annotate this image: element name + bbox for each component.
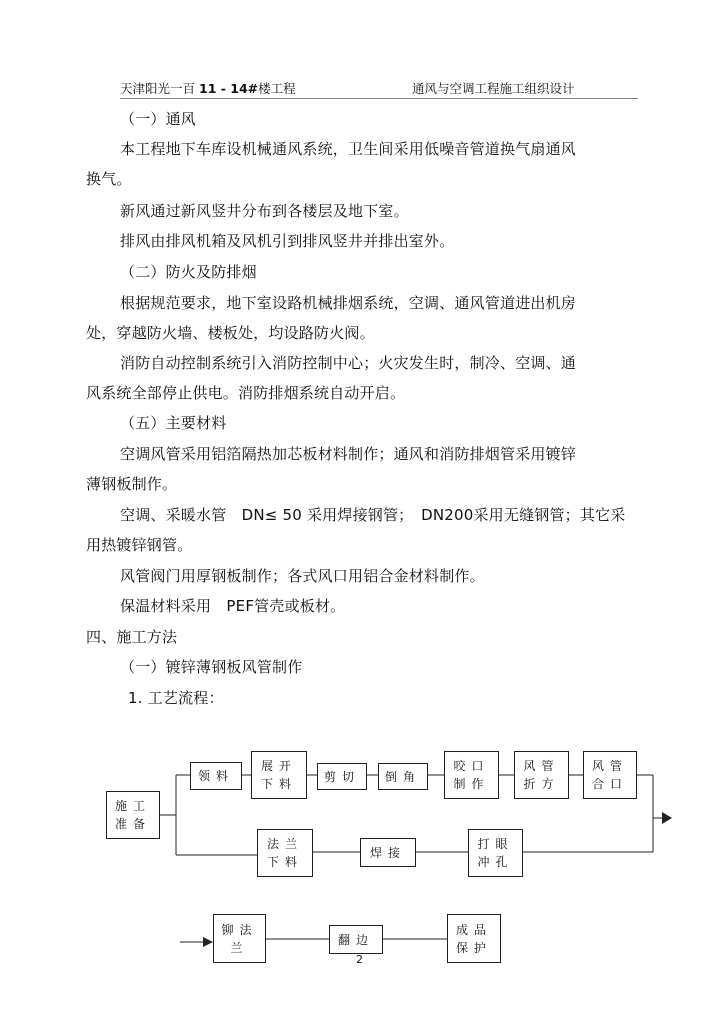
paragraph-line: 根据规范要求，地下室设路机械排烟系统，空调、通风管道进出机房 (120, 294, 577, 312)
header-project: 天津阳光一百 11 - 14#楼工程 (120, 81, 296, 96)
input-arrowhead (203, 937, 213, 947)
paragraph-line: 薄钢板制作。 (86, 475, 178, 493)
flow-box-shear: 剪切 (317, 763, 367, 790)
flow-box-rivet-flange: 铆法 兰 (213, 914, 266, 963)
paragraph-line: 风管阀门用厚钢板制作；各式风口用铝合金材料制作。 (120, 567, 485, 585)
paragraph-line: 空调、采暖水管 DN≤ 50 采用焊接钢管； DN200采用无缝钢管；其它采 (120, 506, 626, 524)
flow-box-flange-cut: 法兰 下料 (257, 829, 313, 877)
paragraph-line: 排风由排风机箱及风机引到排风竖井并排出室外。 (120, 232, 455, 250)
section-heading-duct-fabrication: （一）镀锌薄钢板风管制作 (120, 658, 303, 676)
paragraph-line: 空调风管采用铝箔隔热加芯板材料制作；通风和消防排烟管采用镀锌 (120, 445, 577, 463)
header-doc-title: 通风与空调工程施工组织设计 (412, 81, 575, 96)
flow-box-fold: 风管 折方 (514, 751, 569, 799)
flow-box-unfold-cut: 展开 下料 (251, 751, 307, 799)
paragraph-line: 消防自动控制系统引入消防控制中心；火灾发生时，制冷、空调、通 (120, 354, 577, 372)
flow-box-punch: 打眼 冲孔 (468, 829, 523, 877)
paragraph-line: 保温材料采用 PEF管壳或板材。 (120, 597, 346, 615)
paragraph-line: 处，穿越防火墙、楼板处，均设路防火阀。 (86, 324, 375, 342)
section-heading-materials: （五）主要材料 (120, 414, 227, 432)
flow-box-material-pickup: 领料 (190, 762, 242, 790)
paragraph-line: 换气。 (86, 170, 132, 188)
paragraph-line: 用热镀锌钢管。 (86, 536, 193, 554)
subsection-heading-process: 1. 工艺流程： (128, 689, 224, 707)
flow-box-chamfer: 倒角 (378, 763, 428, 790)
flow-box-seam: 咬口 制作 (444, 751, 499, 799)
chapter-heading-methods: 四、施工方法 (86, 628, 178, 646)
output-arrowhead (662, 812, 672, 824)
paragraph-line: 新风通过新风竖井分布到各楼层及地下室。 (120, 202, 409, 220)
section-heading-ventilation: （一）通风 (120, 110, 197, 128)
section-heading-fire: （二）防火及防排烟 (120, 263, 257, 281)
flow-box-close-seam: 风管 合口 (583, 751, 637, 799)
flow-box-protect: 成品 保护 (447, 914, 501, 963)
paragraph-line: 风系统全部停止供电。消防排烟系统自动开启。 (86, 384, 406, 402)
paragraph-line: 本工程地下车库设机械通风系统，卫生间采用低噪音管道换气扇通风 (120, 140, 577, 158)
page-number: 2 (356, 953, 363, 966)
flow-box-weld: 焊接 (360, 838, 416, 867)
flow-box-flanging: 翻边 (329, 925, 383, 954)
flow-box-prep: 施工 准备 (106, 791, 160, 839)
